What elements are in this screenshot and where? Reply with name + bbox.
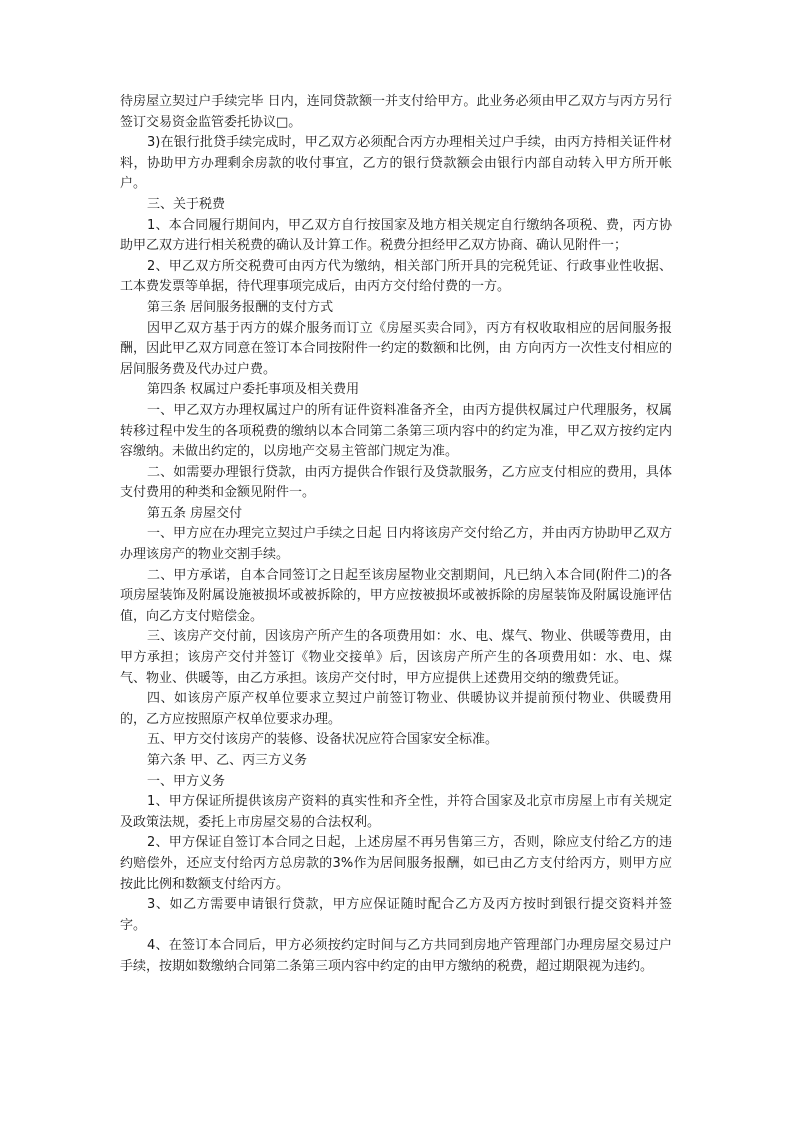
paragraph: 3、如乙方需要申请银行贷款，甲方应保证随时配合乙方及丙方按时到银行提交资料并签字。 (120, 897, 672, 933)
section-heading: 三、关于税费 (147, 196, 226, 212)
section-heading: 一、甲方义务 (147, 773, 226, 789)
article-heading: 第三条 居间服务报酬的支付方式 (147, 299, 334, 315)
article-heading: 第五条 房屋交付 (147, 505, 243, 521)
paragraph: 4、在签订本合同后，甲方必须按约定时间与乙方共同到房地产管理部门办理房屋交易过户手续，按期如数缴纳合同第二条第三项内容中约定的由甲方缴纳的税费，超过期限视为违约。 (120, 938, 672, 974)
paragraph: 一、甲乙双方办理权属过户的所有证件资料准备齐全，由丙方提供权属过户代理服务，权属转移过程中发生的各项税费的缴纳以本合同第二条第三项内容中的约定为准，甲乙双方按约定内容缴纳。未做出约定的，以房地产交易主管部门规定为准。 (120, 402, 672, 460)
paragraph: 二、如需要办理银行贷款，由丙方提供合作银行及贷款服务，乙方应支付相应的费用，具体支付费用的种类和金额见附件一。 (120, 464, 672, 501)
paragraph: 1、甲方保证所提供该房产资料的真实性和齐全性，并符合国家及北京市房屋上市有关规定及政策法规，委托上市房屋交易的合法权利。 (120, 794, 672, 830)
paragraph: 3)在银行批贷手续完成时，甲乙双方必须配合丙方办理相关过户手续，由丙方持相关证件材料，协助甲方办理剩余房款的收付事宜，乙方的银行贷款额会由银行内部自动转入甲方所开帐户。 (120, 135, 672, 192)
paragraph: 五、甲方交付该房产的装修、设备状况应符合国家安全标准。 (147, 732, 499, 748)
article-heading: 第六条 甲、乙、丙三方义务 (147, 753, 308, 768)
paragraph: 待房屋立契过户手续完毕 日内，连同贷款额一并支付给甲方。此业务必须由甲乙双方与丙方另行签订交易资金监管委托协议□。 (120, 94, 672, 130)
paragraph: 三、该房产交付前，因该房产所产生的各项费用如：水、电、煤气、物业、供暖等费用，由甲方承担；该房产交付并签订《物业交接单》后，因该房产所产生的各项费用如：水、电、煤气、物业、供暖等，由乙方承担。该房产交付时，甲方应提供上述费用交纳的缴费凭证。 (120, 629, 672, 686)
paragraph: 2、甲乙双方所交税费可由丙方代为缴纳，相关部门所开具的完税凭证、行政事业性收据、工本费发票等单据，待代理事项完成后，由丙方交付给付费的一方。 (120, 258, 672, 295)
paragraph: 二、甲方承诺，自本合同签订之日起至该房屋物业交割期间，凡已纳入本合同(附件二)的各项房屋装饰及附属设施被损坏或被拆除的，甲方应按被损坏或被拆除的房屋装饰及附属设施评估值，向乙方支付赔偿金。 (120, 567, 672, 624)
paragraph: 2、甲方保证自签订本合同之日起，上述房屋不再另售第三方，否则，除应支付给乙方的违约赔偿外，还应支付给丙方总房款的3%作为居间服务报酬，如已由乙方支付给丙方，则甲方应按此比例和数额支付给丙方。 (120, 835, 672, 892)
article-heading: 第四条 权属过户委托事项及相关费用 (147, 382, 360, 398)
paragraph: 一、甲方应在办理完立契过户手续之日起 日内将该房产交付给乙方，并由丙方协助甲乙双方办理该房产的物业交割手续。 (120, 526, 672, 563)
document-page (120, 92, 672, 978)
paragraph: 1、本合同履行期间内，甲乙双方自行按国家及地方相关规定自行缴纳各项税、费，丙方协助甲乙双方进行相关税费的确认及计算工作。税费分担经甲乙双方协商、确认见附件一； (120, 217, 672, 254)
paragraph: 因甲乙双方基于丙方的媒介服务而订立《房屋买卖合同》，丙方有权收取相应的居间服务报酬，因此甲乙双方同意在签订本合同按附件一约定的数额和比例，由 方向丙方一次性支付相应的居间服务费及代办过户费。 (120, 320, 672, 377)
paragraph: 四、如该房产原产权单位要求立契过户前签订物业、供暖协议并提前预付物业、供暖费用的，乙方应按照原产权单位要求办理。 (120, 691, 672, 727)
